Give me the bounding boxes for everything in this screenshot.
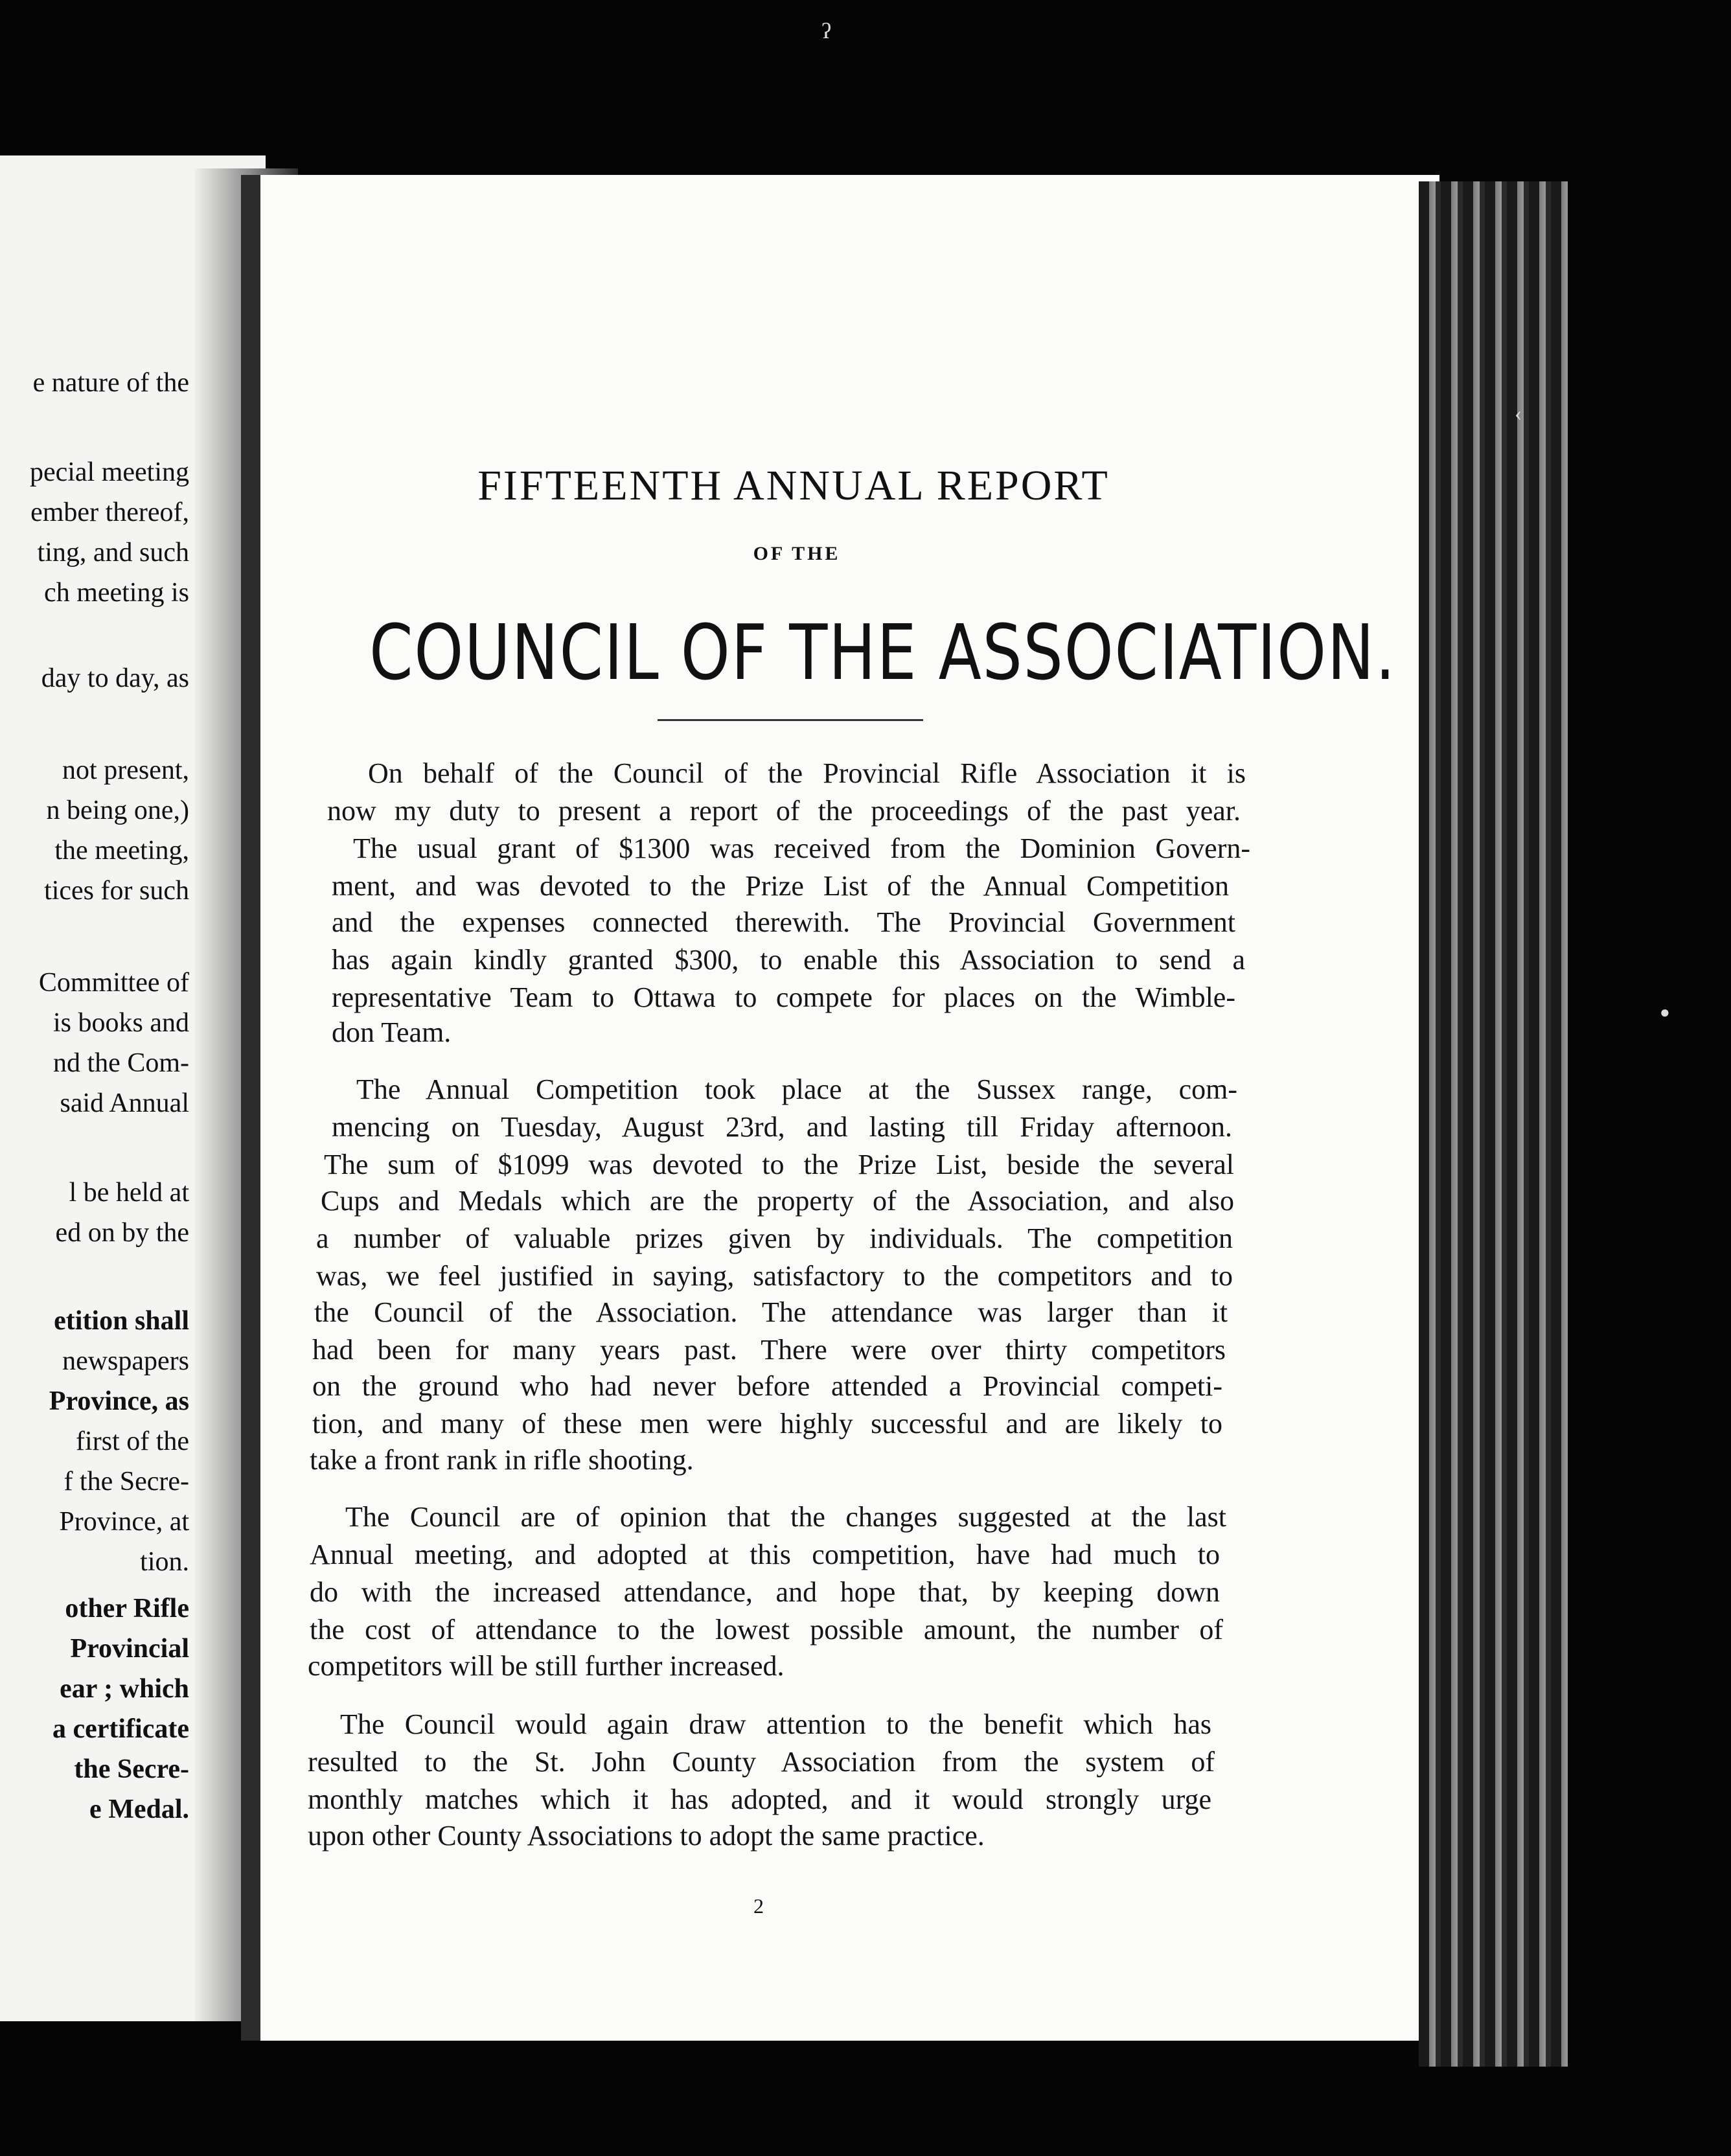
report-line: now my duty to present a report of the proceedings of the past year. bbox=[327, 795, 1241, 827]
scan-speck: ● bbox=[1660, 1003, 1670, 1022]
previous-page-line: the meeting, bbox=[54, 836, 189, 866]
report-line: upon other County Associations to adopt the same practice. bbox=[308, 1820, 985, 1852]
report-line: ment, and was devoted to the Prize List of the Annual Competition bbox=[332, 870, 1229, 902]
report-line: competitors will be still further increased. bbox=[308, 1650, 785, 1682]
previous-page-line: nd the Com- bbox=[53, 1048, 189, 1078]
scan-speck: ‹ bbox=[1515, 402, 1522, 426]
previous-page-line: pecial meeting bbox=[29, 457, 189, 487]
report-line: and the expenses connected therewith. The Provincial Government bbox=[332, 906, 1235, 938]
previous-page-line: tices for such bbox=[44, 876, 189, 906]
previous-page-line: said Annual bbox=[60, 1088, 189, 1118]
report-line: The Annual Competition took place at the Sussex range, com- bbox=[356, 1073, 1237, 1105]
previous-page-line: Committee of bbox=[38, 968, 189, 998]
report-line: The Council are of opinion that the changes suggested at the last bbox=[345, 1501, 1226, 1533]
previous-page-line: e Medal. bbox=[89, 1795, 189, 1824]
title-rule bbox=[658, 719, 923, 721]
report-line: was, we feel justified in saying, satisfactory to the competitors and to bbox=[316, 1260, 1233, 1292]
previous-page-line: ch meeting is bbox=[44, 578, 189, 608]
report-line: mencing on Tuesday, August 23rd, and lasting till Friday afternoon. bbox=[332, 1111, 1232, 1143]
previous-page-line: e nature of the bbox=[32, 368, 189, 398]
previous-page-line: Province, at bbox=[59, 1507, 189, 1537]
previous-page-line: day to day, as bbox=[41, 663, 189, 693]
previous-page-line: tion. bbox=[140, 1547, 189, 1577]
page-number: 2 bbox=[753, 1894, 764, 1918]
report-line: don Team. bbox=[332, 1016, 452, 1048]
previous-page-line: etition shall bbox=[54, 1306, 189, 1336]
report-line: the Council of the Association. The attendance was larger than it bbox=[314, 1296, 1228, 1328]
previous-page-line: not present, bbox=[62, 755, 189, 785]
previous-page-line: ember thereof, bbox=[30, 498, 189, 527]
previous-page-line: l be held at bbox=[69, 1178, 189, 1208]
report-heading: COUNCIL OF THE ASSOCIATION. bbox=[369, 608, 1397, 697]
scan-speck: ʔ bbox=[821, 19, 832, 43]
report-line: On behalf of the Council of the Provincial Rifle Association it is bbox=[368, 757, 1246, 789]
report-line: The Council would again draw attention to the benefit which has bbox=[340, 1708, 1211, 1740]
previous-page-line: a certificate bbox=[52, 1714, 189, 1744]
previous-page-line: Provincial bbox=[70, 1634, 189, 1664]
previous-page-line: n being one,) bbox=[46, 796, 189, 825]
report-line: take a front rank in rifle shooting. bbox=[310, 1444, 694, 1476]
previous-page-line: is books and bbox=[53, 1008, 189, 1038]
report-line: do with the increased attendance, and hope that, by keeping down bbox=[310, 1576, 1220, 1608]
report-line: The usual grant of $1300 was received from the Dominion Govern- bbox=[353, 832, 1250, 864]
report-line: had been for many years past. There were over thirty competitors bbox=[312, 1334, 1226, 1366]
report-title: FIFTEENTH ANNUAL REPORT bbox=[477, 462, 1110, 509]
report-line: monthly matches which it has adopted, and it would strongly urge bbox=[308, 1783, 1211, 1815]
report-line: the cost of attendance to the lowest possible amount, the number of bbox=[310, 1614, 1223, 1646]
report-line: The sum of $1099 was devoted to the Prize List, beside the several bbox=[324, 1149, 1234, 1180]
report-line: Cups and Medals which are the property of the Association, and also bbox=[321, 1185, 1234, 1217]
previous-page-line: ear ; which bbox=[60, 1674, 189, 1704]
report-line: tion, and many of these men were highly successful and are likely to bbox=[312, 1408, 1222, 1439]
previous-page-line: Province, as bbox=[49, 1386, 189, 1416]
previous-page-line: ting, and such bbox=[37, 538, 189, 568]
previous-page-line: first of the bbox=[76, 1427, 189, 1456]
previous-page-line: f the Secre- bbox=[63, 1467, 189, 1497]
report-line: on the ground who had never before attended a Provincial competi- bbox=[312, 1370, 1222, 1402]
report-line: resulted to the St. John County Association from the system of bbox=[308, 1746, 1215, 1778]
previous-page-line: newspapers bbox=[62, 1346, 189, 1376]
previous-page-line: other Rifle bbox=[65, 1594, 189, 1623]
report-title-connector: OF THE bbox=[753, 543, 841, 564]
report-line: Annual meeting, and adopted at this competition, have had much to bbox=[310, 1539, 1220, 1570]
report-line: has again kindly granted $300, to enable this Association to send a bbox=[332, 944, 1245, 976]
report-line: a number of valuable prizes given by individuals. The competition bbox=[316, 1222, 1233, 1254]
previous-page-line: the Secre- bbox=[74, 1754, 189, 1784]
previous-page-line: ed on by the bbox=[55, 1218, 189, 1248]
report-line: representative Team to Ottawa to compete for places on the Wimble- bbox=[332, 981, 1235, 1013]
